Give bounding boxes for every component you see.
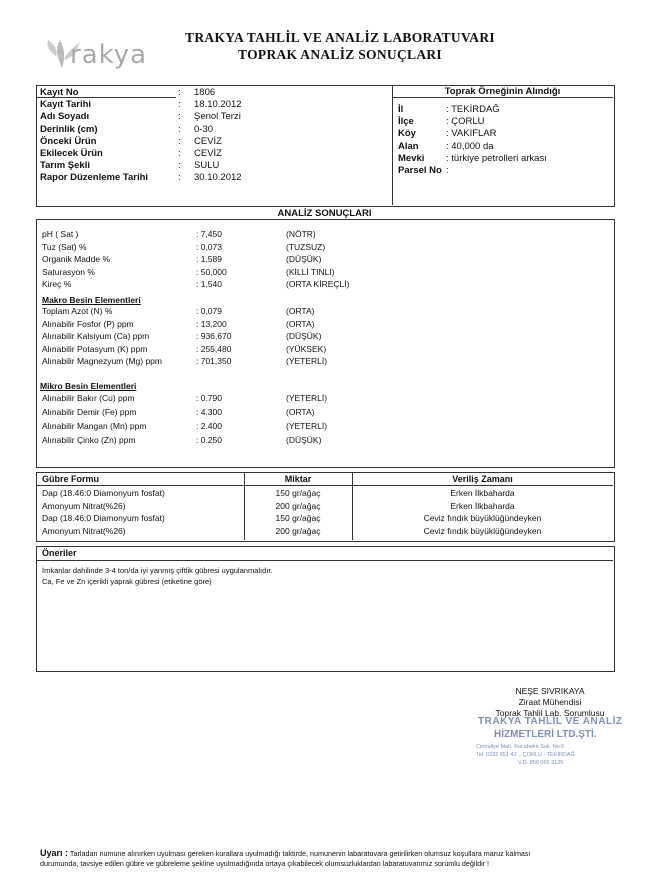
col-amount: Miktar	[284, 474, 312, 484]
record-label: Rapor Düzenleme Tarihi	[40, 172, 149, 184]
analysis-value: : 0,073	[196, 241, 222, 252]
report-title: TOPRAK ANALİZ SONUÇLARI	[238, 47, 442, 62]
location-value: : türkiye petrolleri arkası	[446, 152, 547, 164]
record-value: SULU	[194, 160, 220, 172]
analysis-status: (ORTA)	[286, 306, 315, 316]
analysis-value: : 50,000	[196, 266, 227, 277]
analysis-value: : 2.400	[196, 421, 222, 431]
analysis-status: (YETERLİ)	[286, 421, 328, 431]
analysis-status: (NÖTR)	[286, 229, 316, 239]
location-label: Köy	[398, 128, 416, 140]
record-colon: :	[178, 99, 181, 111]
analysis-name: Alınabilir Magnezyum (Mg) ppm	[42, 356, 162, 366]
analysis-status: (DÜŞÜK)	[286, 435, 322, 445]
record-value: CEVİZ	[194, 135, 222, 147]
record-value: 1806	[194, 87, 216, 98]
location-value: : TEKİRDAĞ	[446, 104, 500, 115]
recommendation-line: Ca, Fe ve Zn içerikli yaprak gübresi (etiketine göre)	[42, 577, 212, 586]
analysis-value: : 1,589	[196, 254, 222, 264]
location-value: :	[446, 165, 449, 176]
record-colon: :	[178, 87, 181, 98]
analysis-status: (ORTA)	[286, 407, 315, 417]
analysis-value: : 701,350	[196, 356, 232, 366]
location-value: : ÇORLU	[446, 116, 485, 128]
col-fertilizer-form: Gübre Formu	[42, 474, 100, 484]
record-value: CEVİZ	[194, 148, 222, 159]
analysis-status: (YETERLİ)	[286, 393, 328, 403]
analysis-name: Alınabilir Bakır (Cu) ppm	[42, 393, 135, 403]
analysis-status: (ORTA KİREÇLİ)	[286, 279, 350, 289]
location-label: Alan	[398, 140, 419, 152]
location-label: İlçe	[398, 116, 414, 128]
micro-heading: Mikro Besin Elementleri	[40, 381, 137, 391]
record-colon: :	[178, 123, 181, 135]
fertilizer-time: Erken İlkbaharda	[450, 500, 515, 511]
recommendation-line: İmkanlar dahilinde 3-4 ton/da iyi yanmış çiftlik gübresi uygulanmalıdır.	[42, 566, 273, 575]
analysis-value: : 7,450	[196, 229, 222, 239]
analysis-name: Toplam Azot (N) %	[42, 306, 113, 316]
record-label: Ekilecek Ürün	[40, 148, 103, 159]
location-label: Mevki	[398, 152, 425, 164]
fertilizer-form: Amonyum Nitrat(%26)	[42, 500, 126, 511]
location-label: Parsel No	[398, 165, 442, 176]
warning-text-2: durumunda, tavsiye edilen gübre ve gübreleme şekline uyulmadığında ortaya çıkabilecek olumsuzluklardan labaratuvarımız sorumlu değildir !	[40, 859, 490, 868]
record-label: Önceki Ürün	[40, 135, 97, 147]
record-value: 18.10.2012	[194, 99, 242, 111]
analysis-status: (KİLLİ TINLI)	[286, 266, 335, 277]
record-colon: :	[178, 160, 181, 172]
analysis-status: (DÜŞÜK)	[286, 254, 322, 264]
record-label: Tarım Şekli	[40, 160, 90, 172]
col-time: Veriliş Zamanı	[452, 474, 513, 484]
warning-text-1: Tarladan numune alınırken uyulması gereken kurallara uyulmadığı taktirde, numunenin labaratuvara getirilirken olumsuz koşullara maruz kalması	[69, 849, 531, 858]
analysis-value: : 0,079	[196, 306, 222, 316]
analysis-name: Kireç %	[42, 279, 72, 289]
info-box	[36, 85, 615, 207]
record-colon: :	[178, 172, 181, 184]
recommendations-box	[36, 546, 615, 672]
location-label: İl	[398, 104, 404, 115]
record-colon: :	[178, 148, 181, 159]
analysis-name: pH ( Sat )	[42, 229, 79, 239]
record-label: Kayıt No	[40, 87, 79, 98]
analysis-name: Alınabilir Kalsiyum (Ca) ppm	[42, 331, 150, 341]
record-label: Adı Soyadı	[40, 111, 90, 123]
analysis-status: (YÜKSEK)	[286, 343, 327, 354]
analysis-value: : 255,480	[196, 343, 232, 354]
macro-heading: Makro Besin Elementleri	[42, 295, 141, 305]
record-value: 30.10.2012	[194, 172, 242, 184]
analysis-name: Tuz (Sat) %	[42, 241, 87, 252]
record-value: Şenol Terzi	[194, 111, 241, 123]
signature-name: NEŞE SIVRIKAYA	[515, 686, 585, 696]
fertilizer-amount: 150 gr/ağaç	[275, 488, 321, 498]
warning	[40, 848, 630, 869]
analysis-status: (DÜŞÜK)	[286, 331, 322, 341]
analysis-value: : 0.250	[196, 435, 222, 445]
analysis-name: Alınabilir Demir (Fe) ppm	[42, 407, 137, 417]
fertilizer-form: Amonyum Nitrat(%26)	[42, 525, 126, 536]
signature-role: Toprak Tahlil Lab. Sorumlusu	[495, 708, 605, 718]
analysis-name: Alınabilir Potasyum (K) ppm	[42, 343, 148, 354]
fertilizer-form: Dap (18.46:0 Diamonyum fosfat)	[42, 488, 165, 498]
record-colon: :	[178, 111, 181, 123]
record-colon: :	[178, 135, 181, 147]
analysis-value: : 0.790	[196, 393, 222, 403]
lab-title: TRAKYA TAHLİL VE ANALİZ LABORATUVARI	[185, 30, 495, 45]
analysis-name: Alınabilir Mangan (Mn) ppm	[42, 421, 147, 431]
fertilizer-time: Erken İlkbaharda	[450, 488, 515, 498]
fertilizer-time: Ceviz fındık büyüklüğündeyken	[423, 513, 542, 523]
location-value: : 40,000 da	[446, 140, 494, 152]
fertilizer-time: Ceviz fındık büyüklüğündeyken	[423, 525, 542, 536]
analysis-name: Alınabilir Fosfor (P) ppm	[42, 318, 134, 329]
fertilizer-amount: 200 gr/ağaç	[275, 500, 321, 511]
location-value: : VAKIFLAR	[446, 128, 497, 140]
company-stamp: TRAKYA TAHLİL VE ANALİZ HİZMETLERİ LTD.ŞTİ. Cemaliye Mah. Kocabekir Sok. No:5 Tel: 0282 651 42 .. ÇORLU - TEKİRDAĞ V.D. 850 065 3125	[476, 716, 623, 766]
signature-title: Ziraat Mühendisi	[518, 697, 582, 707]
analysis-name: Organik Madde %	[42, 254, 111, 264]
recommendations-heading: Öneriler	[42, 548, 77, 558]
analysis-value: : 13,200	[196, 318, 227, 329]
location-heading: Toprak Örneğinin Alındığı	[444, 86, 561, 97]
analysis-status: (YETERLİ)	[286, 356, 328, 366]
record-label: Derinlik (cm)	[40, 123, 98, 135]
analysis-status: (ORTA)	[286, 318, 315, 329]
logo	[42, 30, 152, 72]
record-label: Kayıt Tarihi	[40, 99, 92, 111]
analysis-heading: ANALİZ SONUÇLARI	[277, 208, 372, 219]
warning-label: Uyarı :	[40, 848, 69, 858]
analysis-name: Alınabilir Çinko (Zn) ppm	[42, 435, 136, 445]
analysis-value: : 1,540	[196, 279, 222, 289]
analysis-name: Saturasyon %	[42, 266, 95, 277]
record-value: 0-30	[194, 123, 214, 135]
fertilizer-amount: 200 gr/ağaç	[275, 525, 321, 536]
analysis-value: : 936,670	[196, 331, 232, 341]
analysis-status: (TUZSUZ)	[286, 241, 326, 252]
fertilizer-amount: 150 gr/ağaç	[275, 513, 321, 523]
fertilizer-form: Dap (18.46:0 Diamonyum fosfat)	[42, 513, 165, 523]
logo-text: rakya	[70, 40, 148, 70]
analysis-value: : 4.300	[196, 407, 222, 417]
